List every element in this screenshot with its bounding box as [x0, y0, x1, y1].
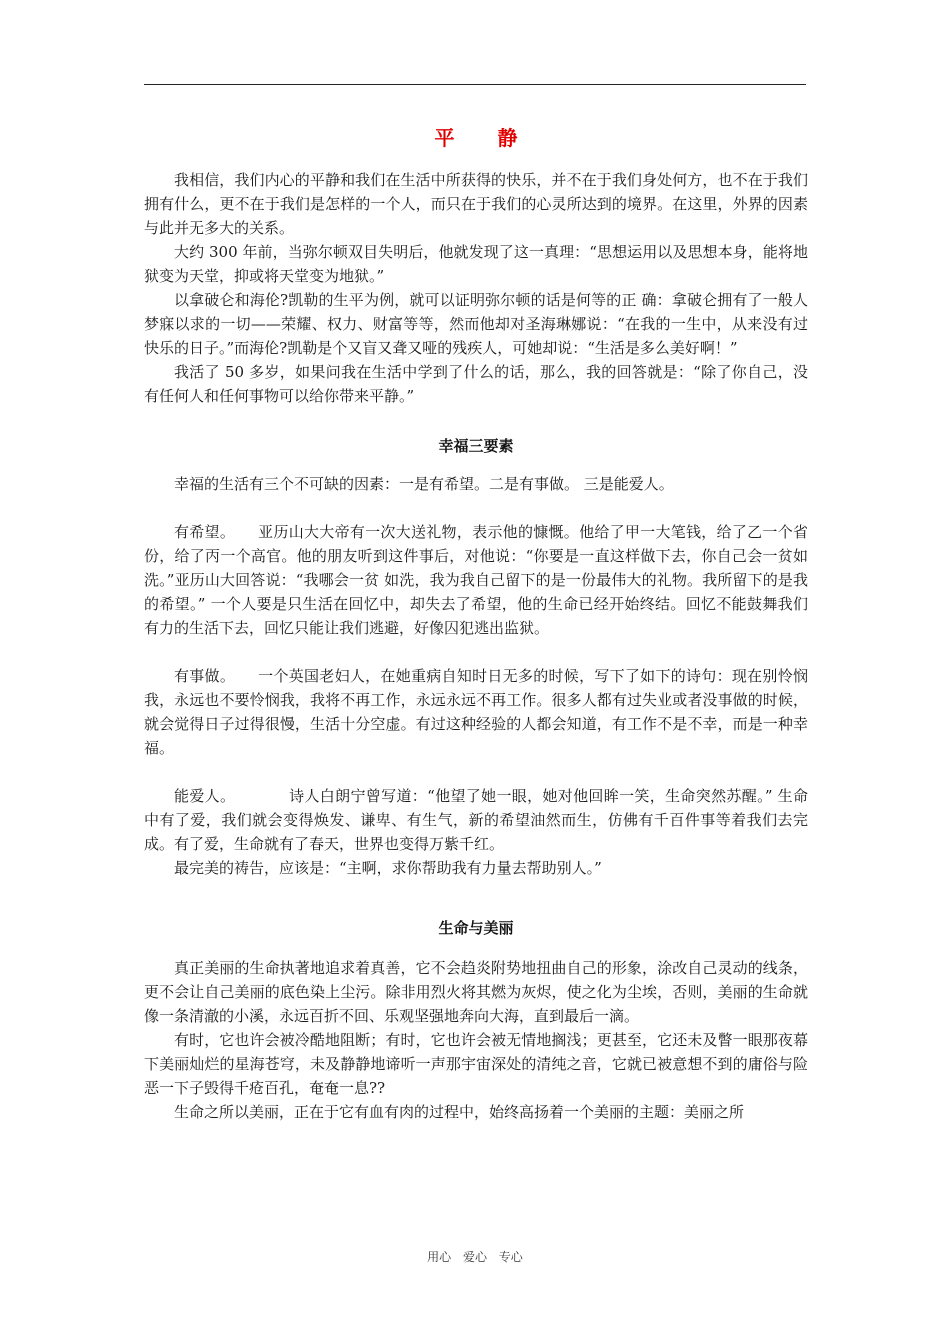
paragraph: 幸福的生活有三个不可缺的因素：一是有希望。二是有事做。 三是能爱人。 — [174, 475, 674, 493]
header-rule — [144, 84, 806, 85]
paragraph: 我相信，我们内心的平静和我们在生活中所获得的快乐，并不在于我们身处何方，也不在于我们拥有什么，更不在于我们是怎样的一个人，而只在于我们的心灵所达到的境界。在这里，外界的因素与此并无多大的关系。 — [144, 171, 808, 237]
paragraph: 生命之所以美丽，正在于它有血有肉的过程中，始终高扬着一个美丽的主题：美丽之所 — [174, 1103, 745, 1121]
section-title: 幸福三要素 — [438, 437, 514, 455]
paragraph: 大约 300 年前，当弥尔顿双目失明后，他就发现了这一真理：“思想运用以及思想本身，能将地狱变为天堂，抑或将天堂变为地狱。” — [144, 243, 808, 285]
paragraph: 我活了 50 多岁，如果问我在生活中学到了什么的话，那么，我的回答就是：“除了你自己，没有任何人和任何事物可以给你带来平静。” — [144, 363, 808, 405]
paragraph: 有时，它也许会被冷酷地阻断；有时，它也许会被无情地搁浅；更甚至，它还未及瞥一眼那夜幕下美丽灿烂的星海苍穹，未及静静地谛听一声那宇宙深处的清纯之音，它就已被意想不到的庸俗与险恶一下子毁得千疮百孔，奄奄一息?? — [144, 1031, 808, 1097]
page-footer: 用心 爱心 专心 — [427, 1250, 523, 1264]
paragraph: 能爱人。 诗人白朗宁曾写道：“他望了她一眼，她对他回眸一笑，生命突然苏醒。” 生命中有了爱，我们就会变得焕发、谦卑、有生气，新的希望油然而生，仿佛有千百件事等着我们去完成。有了爱，生命就有了春天，世界也变得万紫千红。 — [144, 787, 808, 853]
paragraph: 有希望。 亚历山大大帝有一次大送礼物，表示他的慷慨。他给了甲一大笔钱，给了乙一个省份，给了丙一个高官。他的朋友听到这件事后，对他说：“你要是一直这样做下去，你自己会一贫如洗。”亚历山大回答说：“我哪会一贫 如洗，我为我自己留下的是一份最伟大的礼物。我所留下的是我的希望。” 一个人要是只生活在回忆中，却失去了希望，他的生命已经开始终结。回忆不能鼓舞我们有力的生活下去，回忆只能让我们逃避，好像囚犯逃出监狱。 — [144, 523, 808, 637]
article-title: 平 静 — [434, 126, 536, 150]
paragraph: 真正美丽的生命执著地追求着真善，它不会趋炎附势地扭曲自己的形象，涂改自己灵动的线条，更不会让自己美丽的底色染上尘污。除非用烈火将其燃为灰烬，使之化为尘埃，否则，美丽的生命就像一条清澈的小溪，永远百折不回、乐观坚强地奔向大海，直到最后一滴。 — [144, 959, 808, 1025]
article-body — [144, 118, 808, 1124]
section-title: 生命与美丽 — [438, 919, 514, 937]
paragraph: 最完美的祷告，应该是：“主啊，求你帮助我有力量去帮助别人。” — [174, 859, 602, 877]
paragraph: 有事做。 一个英国老妇人，在她重病自知时日无多的时候，写下了如下的诗句：现在别怜悯我，永远也不要怜悯我，我将不再工作，永远永远不再工作。很多人都有过失业或者没事做的时候，就会觉得日子过得很慢，生活十分空虚。有过这种经验的人都会知道，有工作不是不幸，而是一种幸福。 — [144, 667, 808, 757]
paragraph: 以拿破仑和海伦?凯勒的生平为例，就可以证明弥尔顿的话是何等的正 确：拿破仑拥有了一般人梦寐以求的一切——荣耀、权力、财富等等，然而他却对圣海琳娜说：“在我的一生中，从来没有过快乐的日子。”而海伦?凯勒是个又盲又聋又哑的残疾人，可她却说：“生活是多么美好啊！” — [144, 291, 808, 357]
